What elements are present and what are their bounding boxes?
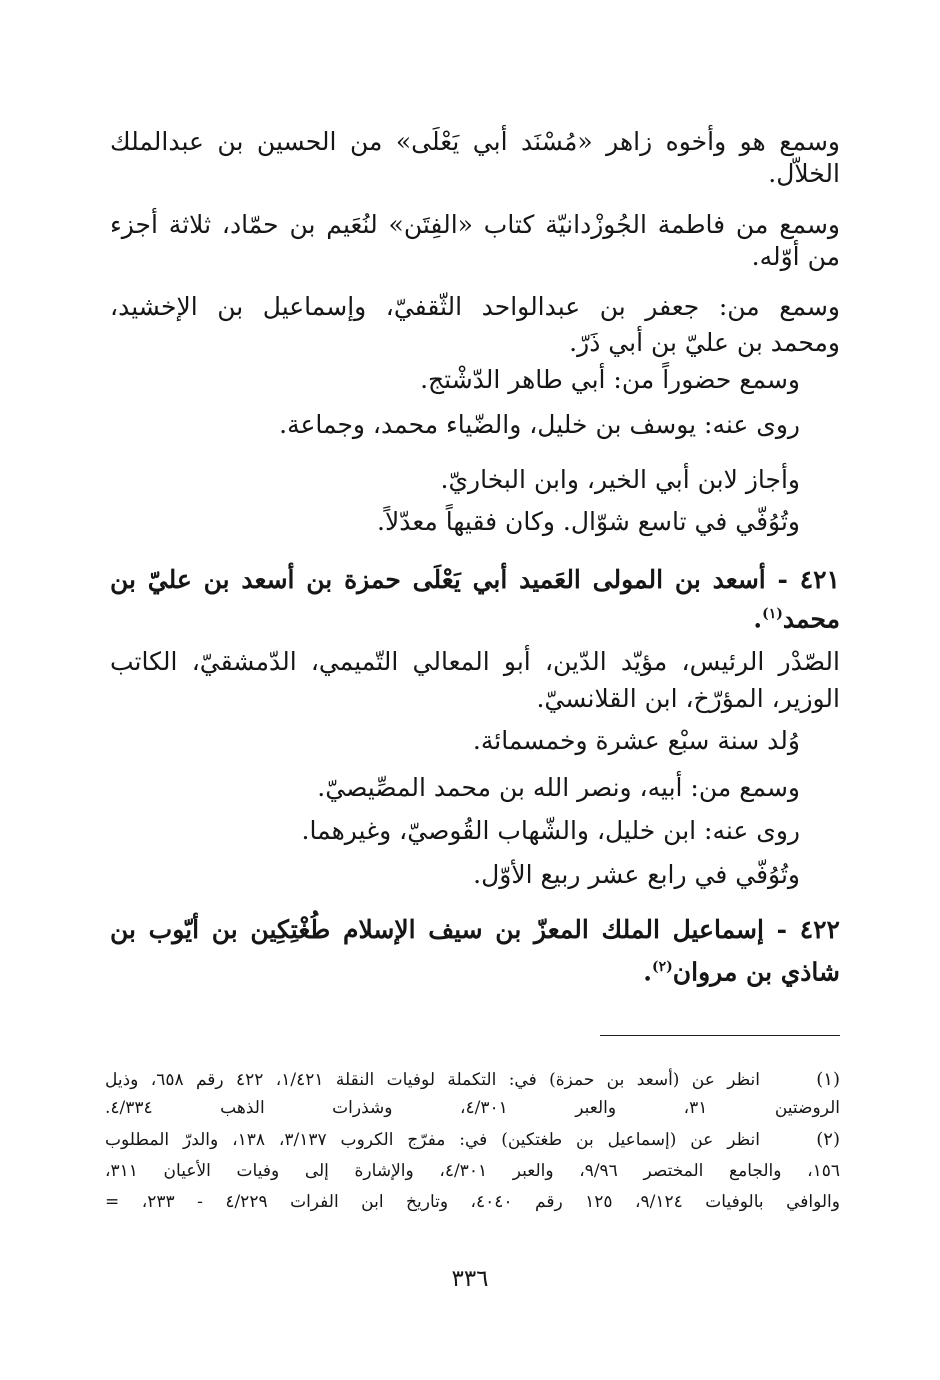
footnote-line: الروضتين ٣١، والعبر ٤/٣٠١، وشذرات الذهب ٤/٣٣٤.: [105, 1098, 840, 1118]
entry-heading-421: ٤٢١ - أسعد بن المولى العَميد أبي يَعْلَى حمزة بن أسعد بن عليّ بن: [110, 565, 840, 594]
footnote-ref: (٢): [651, 959, 673, 975]
footnote-divider: [600, 1035, 840, 1036]
text-line: الصّدْر الرئيس، مؤيّد الدّين، أبو المعالي التّميمي، الدّمشقيّ، الكاتب: [110, 647, 840, 676]
entry-heading-421-cont: محمد$^{(١)}$.: [753, 604, 840, 634]
text-line: وتُوُفّي في تاسع شوّال. وكان فقيهاً معدّلاً.: [377, 507, 800, 536]
entry-heading-422-cont: شاذي بن مروان$^{(٢)}$.: [643, 957, 840, 987]
text-line: الخلاّل.: [768, 159, 840, 188]
text-line: روى عنه: يوسف بن خليل، والضّياء محمد، وجماعة.: [279, 410, 800, 439]
footnote-line: والوافي بالوفيات ٩/١٢٤، ١٢٥ رقم ٤٠٤٠، وتاريخ ابن الفرات ٤/٢٢٩ - ٢٣٣، =: [105, 1192, 840, 1212]
page-number: ٣٣٦: [451, 1266, 489, 1292]
text-line: ومحمد بن عليّ بن أبي ذَرّ.: [569, 328, 840, 357]
footnote-line: انظر عن (أسعد بن حمزة) في: التكملة لوفيات النقلة ١/٤٢١، ٤٢٢ رقم ٦٥٨، وذيل: [105, 1070, 760, 1090]
text-line: وتُوُفّي في رابع عشر ربيع الأوّل.: [473, 860, 800, 889]
footnote-line: انظر عن (إسماعيل بن طغتكين) في: مفرّج الكروب ٣/١٣٧، ١٣٨، والدرّ المطلوب: [105, 1130, 761, 1150]
text-line: وسمع هو وأخوه زاهر «مُسْنَد أبي يَعْلَى» من الحسين بن عبدالملك: [110, 127, 840, 156]
text-line: وسمع من فاطمة الجُوزْدانيّة كتاب «الفِتَن» لنُعَيم بن حمّاد، ثلاثة أجزء: [110, 210, 840, 239]
footnote-number: (٢): [816, 1129, 840, 1150]
text-line: روى عنه: ابن خليل، والشّهاب القُوصيّ، وغيرهما.: [301, 816, 800, 845]
entry-heading-422: ٤٢٢ - إسماعيل الملك المعزّ بن سيف الإسلام طُغْتِكِين بن أيّوب بن: [110, 915, 840, 944]
footnote-line: ١٥٦، والجامع المختصر ٩/٩٦، والعبر ٤/٣٠١، والإشارة إلى وفيات الأعيان ٣١١،: [105, 1161, 840, 1181]
text-line: وسمع من: أبيه، ونصر الله بن محمد المصِّيصيّ.: [317, 773, 800, 802]
text-line: وأجاز لابن أبي الخير، وابن البخاريّ.: [440, 465, 800, 494]
text-line: وسمع حضوراً من: أبي طاهر الدّشْتج.: [420, 365, 800, 394]
footnote-number: (١): [816, 1069, 840, 1090]
text-line: وُلد سنة سبْع عشرة وخمسمائة.: [472, 726, 800, 755]
footnote-ref: (١): [762, 606, 783, 622]
text-line: من أوّله.: [751, 242, 840, 271]
text-line: وسمع من: جعفر بن عبدالواحد الثّقفيّ، وإسماعيل بن الإخشيد،: [110, 292, 840, 321]
text-line: الوزير، المؤرّخ، ابن القلانسيّ.: [536, 684, 840, 713]
